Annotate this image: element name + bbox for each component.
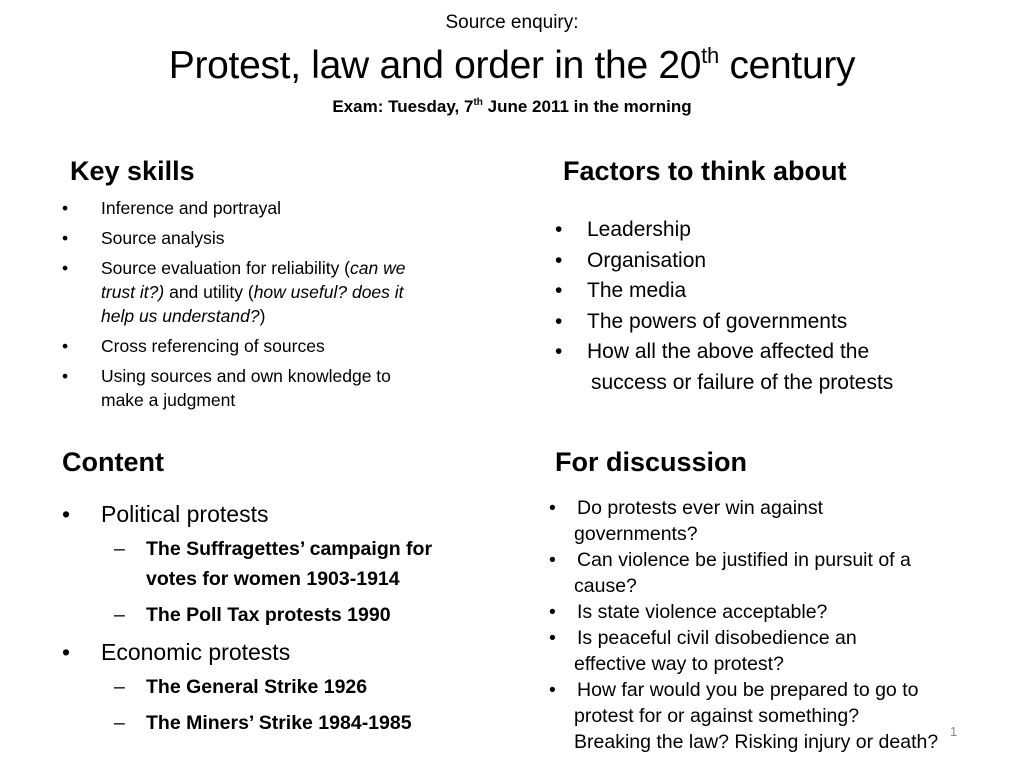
list-item: [62, 364, 482, 412]
sub-list-item: [101, 708, 502, 738]
factors-heading: Factors to think about: [563, 156, 847, 186]
text-line: Using sources and own knowledge to: [101, 366, 391, 386]
list-item-text: Economic protests: [101, 639, 291, 665]
pre-title: Source enquiry:: [445, 12, 579, 33]
bullet-icon: •: [62, 258, 69, 278]
list-item: [555, 246, 975, 277]
list-item: [62, 334, 482, 358]
bullet-icon: •: [62, 336, 69, 356]
sub-list-item: [101, 534, 502, 594]
title-superscript: th: [701, 43, 719, 68]
bullet-icon: •: [555, 218, 563, 241]
slide-number: 1: [950, 724, 958, 739]
title-end: century: [718, 44, 856, 87]
exam-date: [0, 97, 1024, 117]
list-item: [555, 215, 975, 246]
bullet-icon: •: [549, 549, 556, 571]
list-item: [555, 307, 975, 338]
bullet-icon: •: [549, 627, 556, 649]
bullet-icon: •: [62, 228, 69, 248]
bullet-icon: •: [549, 679, 556, 701]
dash-icon: –: [114, 604, 125, 626]
list-item: [549, 495, 1009, 547]
list-item: [549, 677, 1009, 755]
list-item: [62, 226, 482, 250]
list-item: [555, 337, 975, 398]
text-line: cause?: [574, 575, 637, 597]
list-item-text: How all the above affected the: [587, 340, 870, 363]
text-fragment: ): [259, 306, 266, 326]
content-heading: Content: [62, 447, 164, 477]
page-title: [0, 44, 1024, 88]
bullet-icon: •: [62, 366, 69, 386]
list-item: [549, 547, 1009, 599]
sub-list: [101, 534, 502, 630]
dash-icon: –: [114, 712, 125, 734]
text-line: Do protests ever win against: [577, 497, 824, 519]
dash-icon: –: [114, 538, 125, 560]
list-item-text: Leadership: [587, 218, 691, 241]
bullet-icon: •: [555, 248, 563, 272]
bullet-icon: •: [62, 501, 71, 527]
sub-list: [101, 672, 502, 738]
text-line: The Suffragettes’ campaign for: [146, 538, 433, 560]
text-line: effective way to protest?: [574, 653, 784, 675]
list-item-text: The powers of governments: [587, 309, 848, 333]
key-skills-list: [62, 196, 482, 418]
text-italic: trust it?): [101, 282, 165, 302]
text-fragment: Source evaluation for reliability (: [101, 258, 351, 278]
list-item: [555, 276, 975, 307]
list-item-text: The media: [587, 279, 687, 302]
list-item: [62, 256, 482, 328]
list-item-text: [101, 364, 482, 412]
exam-suffix: June 2011 in the morning: [482, 97, 692, 116]
discussion-heading: For discussion: [555, 447, 748, 477]
factors-list: [555, 215, 975, 398]
sub-list-item: [101, 672, 502, 702]
bullet-icon: •: [555, 309, 563, 333]
text-line: Is peaceful civil disobedience an: [577, 627, 857, 649]
text-italic: how useful? does it: [253, 282, 404, 302]
exam-superscript: th: [473, 97, 483, 108]
list-item-continuation: success or failure of the protests: [591, 370, 894, 394]
text-line: The Miners’ Strike 1984-1985: [146, 712, 412, 734]
text-line: How far would you be prepared to go to: [577, 679, 919, 701]
list-item-text: Cross referencing of sources: [101, 336, 325, 356]
bullet-icon: •: [62, 198, 69, 218]
text-line: make a judgment: [101, 390, 236, 410]
text-line: Is state violence acceptable?: [577, 601, 828, 623]
text-line: Breaking the law? Risking injury or death?: [574, 731, 939, 753]
text-line: Can violence be justified in pursuit of a: [577, 549, 911, 571]
title-main: Protest, law and order in the 20: [168, 44, 702, 87]
list-item: [62, 498, 502, 630]
text-italic: can we: [350, 258, 406, 278]
list-item-text: Source analysis: [101, 228, 225, 248]
text-line: The General Strike 1926: [146, 676, 368, 698]
list-item-text: [101, 256, 482, 328]
list-item: [62, 196, 482, 220]
bullet-icon: •: [62, 639, 71, 665]
sub-list-item: [101, 600, 502, 630]
bullet-icon: •: [549, 497, 556, 519]
list-item-text: Inference and portrayal: [101, 198, 281, 218]
dash-icon: –: [114, 676, 125, 698]
bullet-icon: •: [555, 279, 563, 302]
exam-prefix: Exam: Tuesday, 7: [332, 97, 474, 116]
list-item: [549, 625, 1009, 677]
discussion-list: [549, 495, 1009, 755]
list-item-text: Organisation: [587, 248, 707, 272]
text-line: The Poll Tax protests 1990: [146, 604, 391, 626]
key-skills-heading: Key skills: [70, 156, 195, 186]
list-item: [549, 599, 1009, 625]
text-italic: help us understand?: [101, 306, 260, 326]
bullet-icon: •: [549, 601, 556, 623]
bullet-icon: •: [555, 340, 563, 363]
content-list: [62, 498, 502, 744]
text-line: protest for or against something?: [574, 705, 860, 727]
text-fragment: and utility (: [164, 282, 254, 302]
text-line: governments?: [574, 523, 698, 545]
list-item: [62, 636, 502, 738]
text-line: votes for women 1903-1914: [146, 568, 400, 590]
list-item-text: Political protests: [101, 501, 269, 527]
